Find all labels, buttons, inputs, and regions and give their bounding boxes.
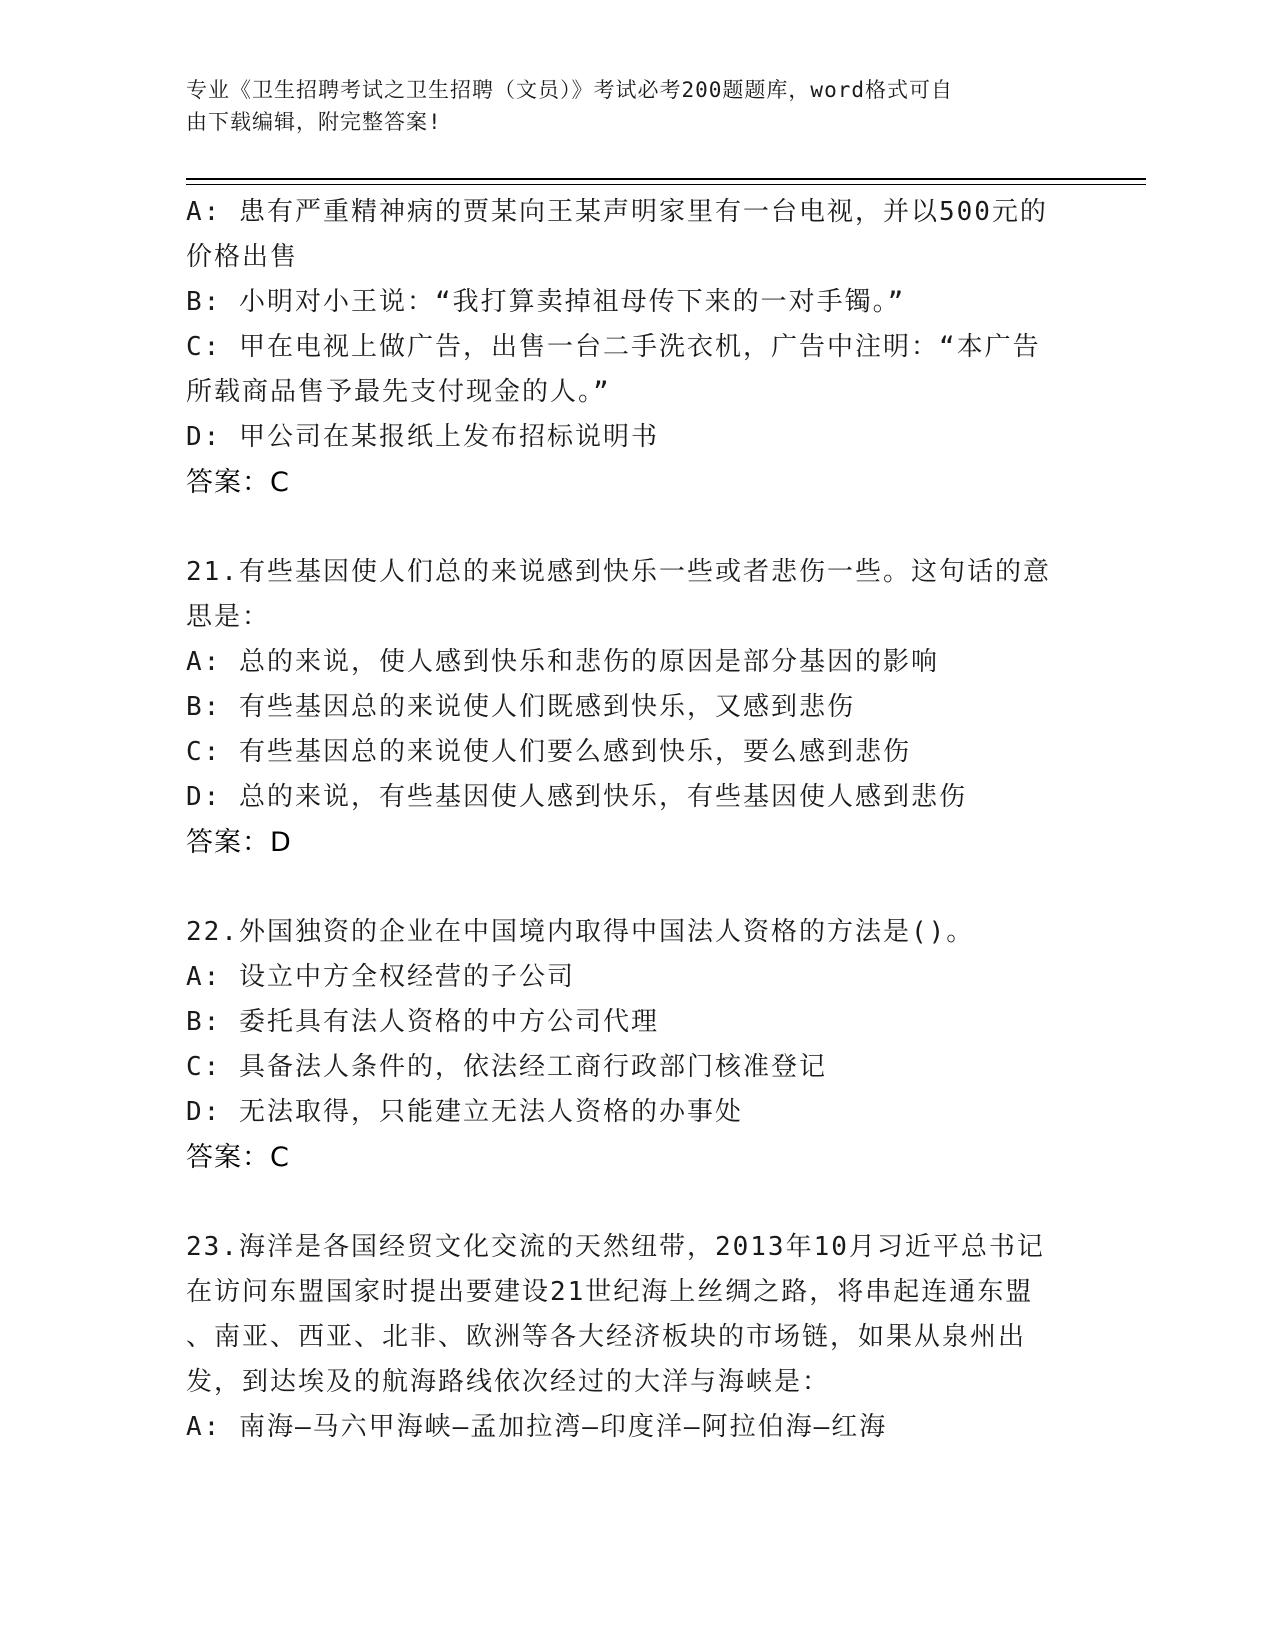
q20-option-c-line-2: 所载商品售予最先支付现金的人。”	[186, 377, 611, 407]
q21-option-b: B: 有些基因总的来说使人们既感到快乐，又感到悲伤	[186, 692, 855, 722]
q21-option-d: D: 总的来说，有些基因使人感到快乐，有些基因使人感到悲伤	[186, 782, 967, 812]
q23-stem-line-3: 、南亚、西亚、北非、欧洲等各大经济板块的市场链，如果从泉州出	[186, 1322, 1027, 1352]
q22-option-a: A: 设立中方全权经营的子公司	[186, 962, 575, 992]
q23-stem-line-4: 发，到达埃及的航海路线依次经过的大洋与海峡是：	[186, 1367, 831, 1397]
q20-option-c-line-1: C: 甲在电视上做广告，出售一台二手洗衣机，广告中注明：“本广告	[186, 332, 1041, 362]
q21-option-c: C: 有些基因总的来说使人们要么感到快乐，要么感到悲伤	[186, 737, 911, 767]
q21-stem-line-2: 思是：	[186, 602, 271, 632]
document-body	[186, 190, 1086, 1450]
q21-option-a: A: 总的来说，使人感到快乐和悲伤的原因是部分基因的影响	[186, 647, 939, 677]
q20-option-a-line-2: 价格出售	[186, 242, 299, 272]
question-20-block	[186, 190, 1086, 505]
q21-stem-line-1: 21.有些基因使人们总的来说感到快乐一些或者悲伤一些。这句话的意	[186, 557, 1051, 587]
q23-stem-line-1: 23.海洋是各国经贸文化交流的天然纽带，2013年10月习近平总书记	[186, 1232, 1045, 1262]
q21-answer: 答案：D	[186, 827, 292, 858]
header-line-1: 专业《卫生招聘考试之卫生招聘（文员）》考试必考200题题库，word格式可自	[186, 78, 953, 102]
header-line-2: 由下载编辑，附完整答案!	[186, 110, 442, 134]
q22-option-c: C: 具备法人条件的，依法经工商行政部门核准登记	[186, 1052, 827, 1082]
question-21-block	[186, 550, 1086, 865]
q20-answer: 答案：C	[186, 467, 290, 498]
document-header	[186, 74, 1066, 138]
q23-stem-line-2: 在访问东盟国家时提出要建设21世纪海上丝绸之路，将串起连通东盟	[186, 1277, 1034, 1307]
q22-option-b: B: 委托具有法人资格的中方公司代理	[186, 1007, 659, 1037]
q20-option-d: D: 甲公司在某报纸上发布招标说明书	[186, 422, 659, 452]
header-rule-thin	[186, 184, 1146, 185]
header-rule-thick	[186, 178, 1146, 180]
q20-option-b: B: 小明对小王说：“我打算卖掉祖母传下来的一对手镯。”	[186, 287, 906, 317]
q22-stem: 22.外国独资的企业在中国境内取得中国法人资格的方法是()。	[186, 917, 975, 947]
question-23-block	[186, 1225, 1086, 1450]
q23-option-a: A: 南海—马六甲海峡—孟加拉湾—印度洋—阿拉伯海—红海	[186, 1412, 888, 1442]
q20-option-a-line-1: A: 患有严重精神病的贾某向王某声明家里有一台电视，并以500元的	[186, 197, 1048, 227]
q22-answer: 答案：C	[186, 1142, 290, 1173]
question-22-block	[186, 910, 1086, 1180]
q22-option-d: D: 无法取得，只能建立无法人资格的办事处	[186, 1097, 743, 1127]
